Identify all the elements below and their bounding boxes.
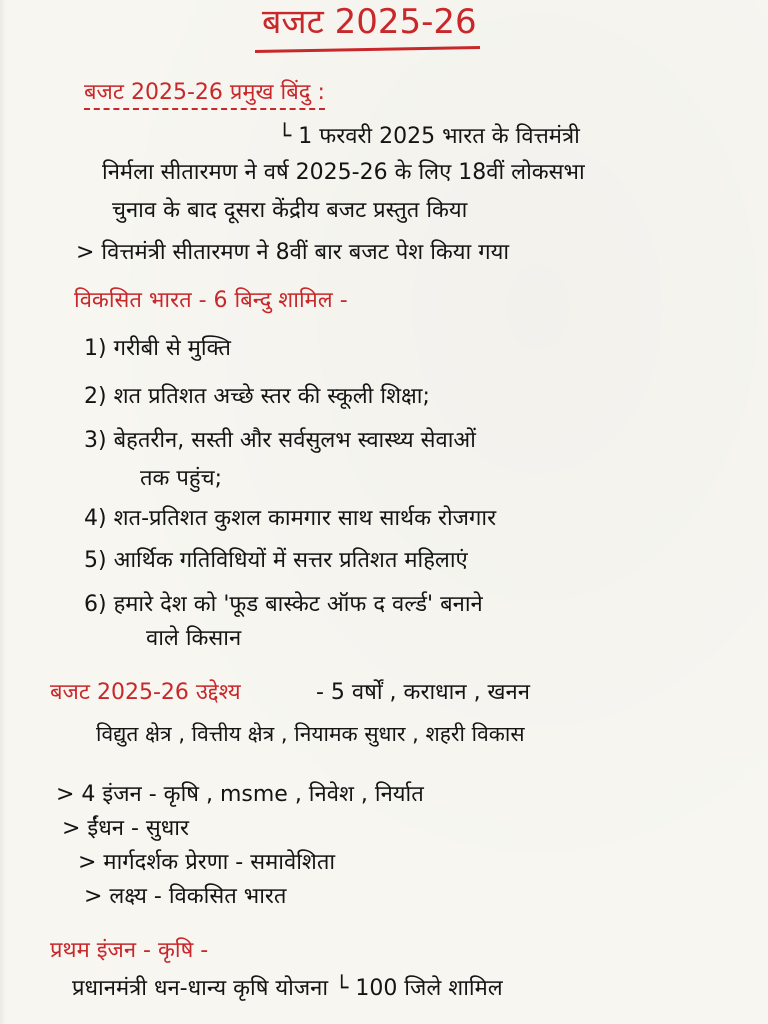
viksit-point-6: 6) हमारे देश को 'फूड बास्केट ऑफ द वर्ल्ड' बनाने [84, 592, 483, 617]
viksit-point-5: 5) आर्थिक गतिविधियों में सत्तर प्रतिशत महिलाएं [84, 548, 468, 573]
engines-item-1: > 4 इंजन - कृषि , msme , निवेश , निर्यात [56, 782, 424, 807]
key-points-line-2: निर्मला सीतारमण ने वर्ष 2025-26 के लिए 18वीं लोकसभा [102, 160, 585, 185]
viksit-point-4: 4) शत-प्रतिशत कुशल कामगार साथ सार्थक रोजगार [84, 506, 497, 531]
viksit-point-3-cont: तक पहुंच; [140, 466, 222, 491]
objectives-line-2: विद्युत क्षेत्र , वित्तीय क्षेत्र , नियामक सुधार , शहरी विकास [96, 722, 525, 746]
first-engine-heading: प्रथम इंजन - कृषि - [50, 938, 209, 963]
objectives-heading: बजट 2025-26 उद्देश्य [50, 680, 241, 705]
engines-item-3: > मार्गदर्शक प्रेरणा - समावेशिता [78, 850, 336, 875]
objectives-line-1: - 5 वर्षों , कराधान , खनन [316, 680, 530, 705]
key-points-line-3: चुनाव के बाद दूसरा केंद्रीय बजट प्रस्तुत किया [112, 198, 468, 223]
viksit-bharat-heading: विकसित भारत - 6 बिन्दु शामिल - [74, 288, 348, 313]
viksit-point-3: 3) बेहतरीन, सस्ती और सर्वसुलभ स्वास्थ्य सेवाओं [84, 428, 476, 453]
viksit-point-2: 2) शत प्रतिशत अच्छे स्तर की स्कूली शिक्षा; [84, 384, 430, 409]
viksit-point-6-cont: वाले किसान [146, 626, 242, 651]
viksit-point-1: 1) गरीबी से मुक्ति [84, 336, 231, 361]
key-points-line-1: └ 1 फरवरी 2025 भारत के वित्तमंत्री [278, 124, 580, 149]
key-points-bullet: > वित्तमंत्री सीतारमण ने 8वीं बार बजट पेश किया गया [76, 240, 510, 265]
key-points-heading: बजट 2025-26 प्रमुख बिंदु : [84, 80, 325, 110]
page-title: बजट 2025-26 [262, 2, 477, 42]
engines-item-2: > ईंधन - सुधार [62, 816, 189, 841]
first-engine-line-1: प्रधानमंत्री धन-धान्य कृषि योजना └ 100 जिले शामिल [72, 976, 503, 1001]
engines-item-4: > लक्ष्य - विकसित भारत [84, 884, 287, 909]
